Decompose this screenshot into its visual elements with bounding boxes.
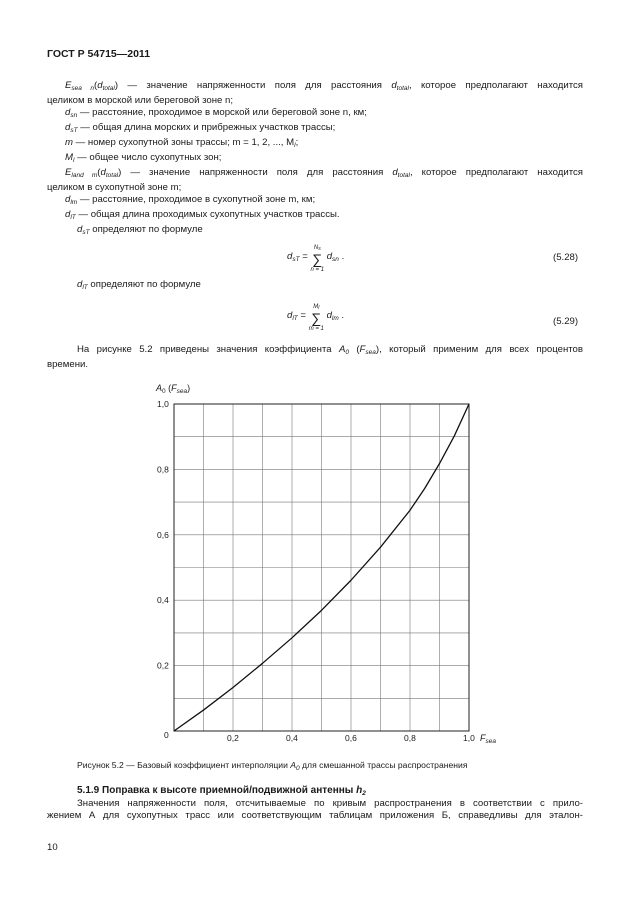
definition-e-land: $E_{land m}(d_{total})$ — значение напряженности поля для расстояния $d_{total}$, которое предполагают находится xyxy=(65,167,583,179)
formula-5-29: $d_{lT}$ = Ml ∑ m = 1 $d_{lm}$ . xyxy=(287,304,345,332)
formula-5-28-number: (5.28) xyxy=(553,252,579,263)
x-axis-label: $F_{sea}$ xyxy=(480,733,496,745)
x-tick-label: 0,8 xyxy=(404,733,416,743)
formula-5-28: $d_{sT}$ = Ns ∑ n = 1 $d_{sn}$ . xyxy=(287,245,345,273)
y-tick-label: 0,4 xyxy=(157,595,169,606)
x-tick-label: 0,6 xyxy=(345,733,357,743)
origin-label: 0 xyxy=(164,730,169,740)
definition-e-sea: $E_{sea n}(d_{total})$ — значение напряженности поля для расстояния $d_{total}$, которое предполагают находится xyxy=(65,80,583,92)
y-tick-label: 0,2 xyxy=(157,660,169,671)
figure-intro-line1: На рисунке 5.2 приведены значения коэффициента $A_0$ $(F_{sea})$, который применим для всех процентов xyxy=(77,344,583,356)
y-tick-label: 0,8 xyxy=(157,464,169,475)
formula2-intro: $d_{lT}$ определяют по формуле xyxy=(77,279,201,291)
definition-e-land-cont: целиком в сухопутной зоне m; xyxy=(47,182,182,193)
chart-labels xyxy=(155,383,496,745)
figure-caption: Рисунок 5.2 — Базовый коэффициент интерполяции $A_0$ для смешанной трассы распространения xyxy=(77,760,468,772)
section-line1: Значения напряженности поля, отсчитываемые по кривым распространения в соответствии с прило- xyxy=(77,798,583,809)
y-tick-label: 0,6 xyxy=(157,529,169,540)
y-tick-label: 1,0 xyxy=(157,399,169,409)
page-number: 10 xyxy=(47,842,58,853)
definition-m-l: $M_l$ — общее число сухопутных зон; xyxy=(65,152,222,164)
definition-d-lm: $d_{lm}$ — расстояние, проходимое в сухопутной зоне m, км; xyxy=(65,194,316,206)
document-header: ГОСТ Р 54715—2011 xyxy=(47,48,151,60)
definition-d-sn: $d_{sn}$ — расстояние, проходимое в морской или береговой зоне n, км; xyxy=(65,107,367,119)
definition-e-sea-cont: целиком в морской или береговой зоне n; xyxy=(47,95,234,106)
definition-d-st: $d_{sT}$ — общая длина морских и прибрежных участков трассы; xyxy=(65,122,336,134)
x-tick-label: 0,4 xyxy=(286,733,298,743)
formula1-intro: $d_{sT}$ определяют по формуле xyxy=(77,224,203,236)
x-tick-label: 1,0 xyxy=(463,733,475,743)
section-heading: 5.1.9 Поправка к высоте приемной/подвижной антенны $h_2$ xyxy=(77,785,366,797)
y-axis-label: $A_0$ $(F_{sea})$ xyxy=(156,383,191,395)
formula-5-29-number: (5.29) xyxy=(553,316,579,327)
definition-m: m — номер сухопутной зоны трассы; m = 1, 2, ..., $M_l$; xyxy=(65,137,299,149)
figure-intro-line2: времени. xyxy=(47,359,89,370)
section-line2: жением А для сухопутных трасс или соответствующим таблицам приложения Б, справедливы для эталон- xyxy=(47,810,583,821)
x-tick-label: 0,2 xyxy=(227,733,239,743)
chart-grid xyxy=(174,404,469,731)
section-paragraph xyxy=(47,798,583,822)
definition-d-lt: $d_{lT}$ — общая длина проходимых сухопутных участков трассы. xyxy=(65,209,340,221)
